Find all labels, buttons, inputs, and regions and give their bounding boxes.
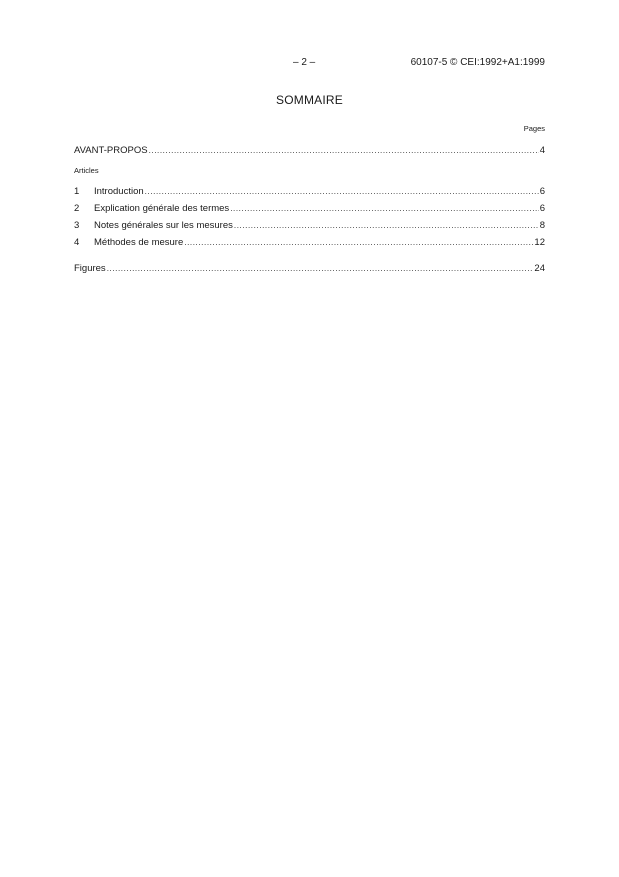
toc-dot-leader — [230, 202, 539, 215]
toc-entry-number: 1 — [74, 186, 80, 197]
toc-entry-page: 24 — [534, 263, 545, 274]
page-title: SOMMAIRE — [276, 93, 343, 107]
toc-entry-page: 8 — [539, 220, 545, 231]
toc-entry-article-2[interactable] — [74, 202, 545, 215]
toc-entry-number: 4 — [74, 237, 80, 248]
toc-entry-avant-propos[interactable] — [74, 144, 545, 157]
toc-entry-label: Méthodes de mesure — [94, 237, 184, 248]
toc-entry-label: Notes générales sur les mesures — [94, 220, 233, 231]
toc-entry-label: AVANT-PROPOS — [74, 145, 148, 156]
toc-entry-page: 4 — [539, 145, 545, 156]
toc-entry-figures[interactable] — [74, 262, 545, 275]
toc-dot-leader — [234, 219, 539, 232]
toc-dot-leader — [149, 144, 539, 157]
toc-entry-label: Explication générale des termes — [94, 203, 230, 214]
toc-dot-leader — [184, 236, 533, 249]
pages-column-label: Pages — [523, 124, 545, 133]
articles-section-label: Articles — [74, 166, 99, 175]
toc-entry-page: 6 — [539, 203, 545, 214]
toc-entry-label: Figures — [74, 263, 106, 274]
page-number: – 2 – — [293, 57, 316, 68]
toc-entry-article-3[interactable] — [74, 219, 545, 232]
toc-entry-page: 6 — [539, 186, 545, 197]
toc-entry-label: Introduction — [94, 186, 144, 197]
toc-entry-number: 2 — [74, 203, 80, 214]
toc-dot-leader — [145, 185, 539, 198]
toc-entry-page: 12 — [534, 237, 545, 248]
toc-entry-article-4[interactable] — [74, 236, 545, 249]
toc-entry-article-1[interactable] — [74, 185, 545, 198]
toc-entry-number: 3 — [74, 220, 80, 231]
document-reference: 60107-5 © CEI:1992+A1:1999 — [410, 57, 545, 68]
toc-dot-leader — [107, 262, 534, 275]
